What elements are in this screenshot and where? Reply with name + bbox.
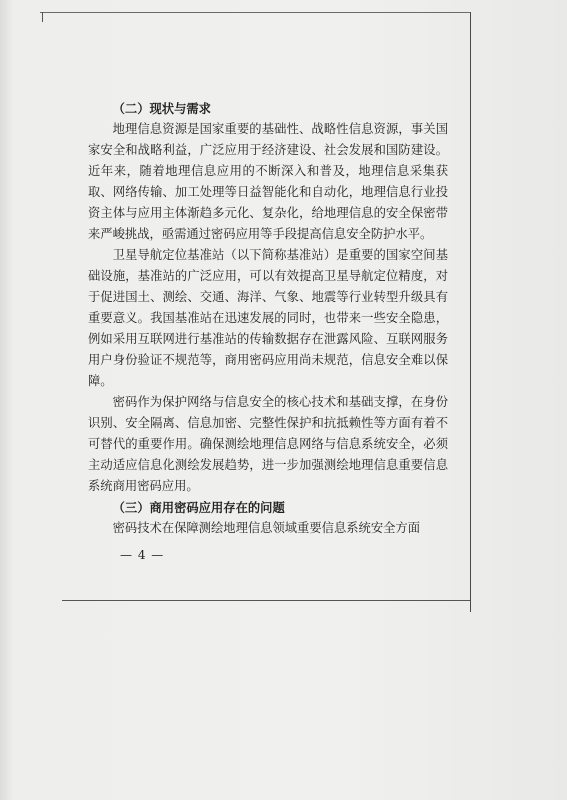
page-edge-left bbox=[42, 12, 43, 22]
section-heading-2: （二）现状与需求 bbox=[112, 101, 211, 116]
paragraph-base-station: 卫星导航定位基准站（以下简称基准站）是重要的国家空间基础设施，基准站的广泛应用，可以有效提高卫星导航定位精度，对于促进国土、测绘、交通、海洋、气象、地震等行业转型升级具有重要意义。我国基准站在迅速发展的同时，也带来一些安全隐患，例如采用互联网进行基准站的传输数据存在泄露风险、互联网服务用户身份验证不规范等，商用密码应用尚未规范，信息安全难以保障。 bbox=[88, 248, 448, 388]
body-text bbox=[88, 98, 448, 539]
page-edge-top bbox=[40, 12, 470, 13]
page-edge-right bbox=[470, 12, 471, 612]
section-heading-3: （三）商用密码应用存在的问题 bbox=[112, 500, 285, 515]
page-edge-bottom bbox=[62, 600, 470, 601]
paragraph-crypto-role: 密码作为保护网络与信息安全的核心技术和基础支撑，在身份识别、安全隔离、信息加密、完整性保护和抗抵赖性等方面有着不可替代的重要作用。确保测绘地理信息网络与信息系统安全，必须主动适应信息化测绘发展趋势，进一步加强测绘地理信息重要信息系统商用密码应用。 bbox=[88, 395, 448, 493]
paragraph-geo-info: 地理信息资源是国家重要的基础性、战略性信息资源，事关国家安全和战略利益，广泛应用于经济建设、社会发展和国防建设。近年来，随着地理信息应用的不断深入和普及，地理信息采集获取、网络传输、加工处理等日益智能化和自动化，地理信息行业投资主体与应用主体渐趋多元化、复杂化，给地理信息的安全保密带来严峻挑战，亟需通过密码应用等手段提高信息安全防护水平。 bbox=[88, 122, 448, 241]
paragraph-crypto-tech: 密码技术在保障测绘地理信息领域重要信息系统安全方面 bbox=[112, 521, 421, 535]
page-number: — 4 — bbox=[120, 548, 165, 562]
